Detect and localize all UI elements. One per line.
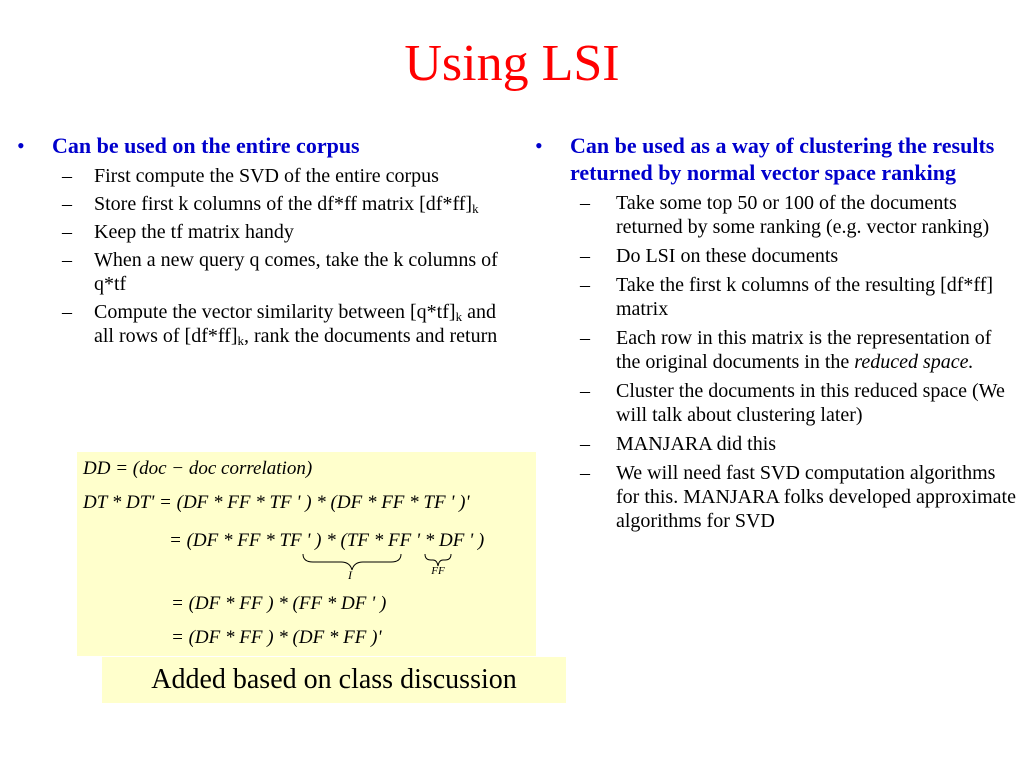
left-bullet-text: Can be used on the entire corpus bbox=[52, 133, 360, 158]
left-sub-text: First compute the SVD of the entire corpus bbox=[94, 165, 439, 187]
dash-icon: – bbox=[62, 249, 72, 271]
dash-icon: – bbox=[580, 192, 590, 214]
right-sub-item bbox=[530, 432, 1016, 456]
equation-box bbox=[77, 452, 536, 656]
slide-title: Using LSI bbox=[404, 35, 620, 92]
equation-line: = (DF * FF * TF ' ) * (TF * FF ' * DF ' ) bbox=[169, 530, 485, 551]
right-sub-text: Take some top 50 or 100 of the documents returned by some ranking (e.g. vector ranking) bbox=[616, 192, 990, 238]
dash-icon: – bbox=[62, 301, 72, 323]
left-sub-text: Keep the tf matrix handy bbox=[94, 221, 294, 243]
dash-icon: – bbox=[62, 193, 72, 215]
equation-svg bbox=[77, 452, 536, 656]
right-bullet-text: Can be used as a way of clustering the results returned by normal vector space ranking bbox=[570, 133, 995, 185]
underbrace-icon bbox=[303, 554, 401, 570]
dash-icon: – bbox=[62, 221, 72, 243]
dash-icon: – bbox=[580, 380, 590, 402]
left-sub-text: Store first k columns of the df*ff matrix $[df*ff]_k$ bbox=[94, 193, 479, 216]
equation-line: DT * DT' = (DF * FF * TF ' ) * (DF * FF * TF ' )' bbox=[83, 492, 470, 513]
left-bullet bbox=[12, 132, 512, 159]
dash-icon: – bbox=[580, 245, 590, 267]
right-sub-item bbox=[530, 379, 1016, 427]
equation-line: = (DF * FF ) * (DF * FF )' bbox=[171, 627, 382, 648]
right-sub-list bbox=[530, 191, 1016, 533]
left-column bbox=[12, 132, 512, 352]
bullet-dot-icon: • bbox=[17, 133, 25, 158]
right-sub-item bbox=[530, 273, 1016, 321]
equation-line: = (DF * FF ) * (FF * DF ' ) bbox=[171, 593, 387, 614]
right-sub-text: MANJARA did this bbox=[616, 433, 777, 455]
dash-icon: – bbox=[580, 327, 590, 349]
right-sub-item bbox=[530, 326, 1016, 374]
right-sub-text: Cluster the documents in this reduced space (We will talk about clustering later) bbox=[616, 380, 1005, 426]
left-sub-item bbox=[12, 248, 512, 296]
left-sub-item bbox=[12, 300, 512, 348]
left-sub-text: When a new query q comes, take the k columns of q*tf bbox=[94, 249, 498, 295]
brace-label: I bbox=[348, 568, 352, 582]
dash-icon: – bbox=[580, 274, 590, 296]
right-column bbox=[530, 132, 1016, 538]
dash-icon: – bbox=[62, 165, 72, 187]
right-sub-text: Take the first k columns of the resulting [df*ff] matrix bbox=[616, 274, 994, 320]
left-sub-text: Compute the vector similarity between $[q*tf]_k$ and all rows of $[df*ff]_k$, rank the documents and return bbox=[94, 301, 498, 348]
brace-label: FF bbox=[431, 565, 445, 577]
right-bullet bbox=[530, 132, 1016, 186]
bullet-dot-icon: • bbox=[535, 133, 543, 158]
left-sub-list bbox=[12, 164, 512, 348]
right-sub-item bbox=[530, 191, 1016, 239]
left-sub-item bbox=[12, 220, 512, 244]
dash-icon: – bbox=[580, 433, 590, 455]
class-discussion-note: Added based on class discussion bbox=[102, 657, 566, 703]
right-sub-text: Do LSI on these documents bbox=[616, 245, 839, 267]
dash-icon: – bbox=[580, 462, 590, 484]
left-sub-item bbox=[12, 164, 512, 188]
right-sub-text: We will need fast SVD computation algorithms for this. MANJARA folks developed approximate algorithms for SVD bbox=[616, 462, 1016, 532]
right-sub-item bbox=[530, 461, 1016, 533]
right-sub-text: Each row in this matrix is the representation of the original documents in the reduced space. bbox=[616, 327, 992, 373]
right-sub-item bbox=[530, 244, 1016, 268]
left-sub-item bbox=[12, 192, 512, 216]
equation-line: DD = (doc − doc correlation) bbox=[83, 458, 313, 479]
